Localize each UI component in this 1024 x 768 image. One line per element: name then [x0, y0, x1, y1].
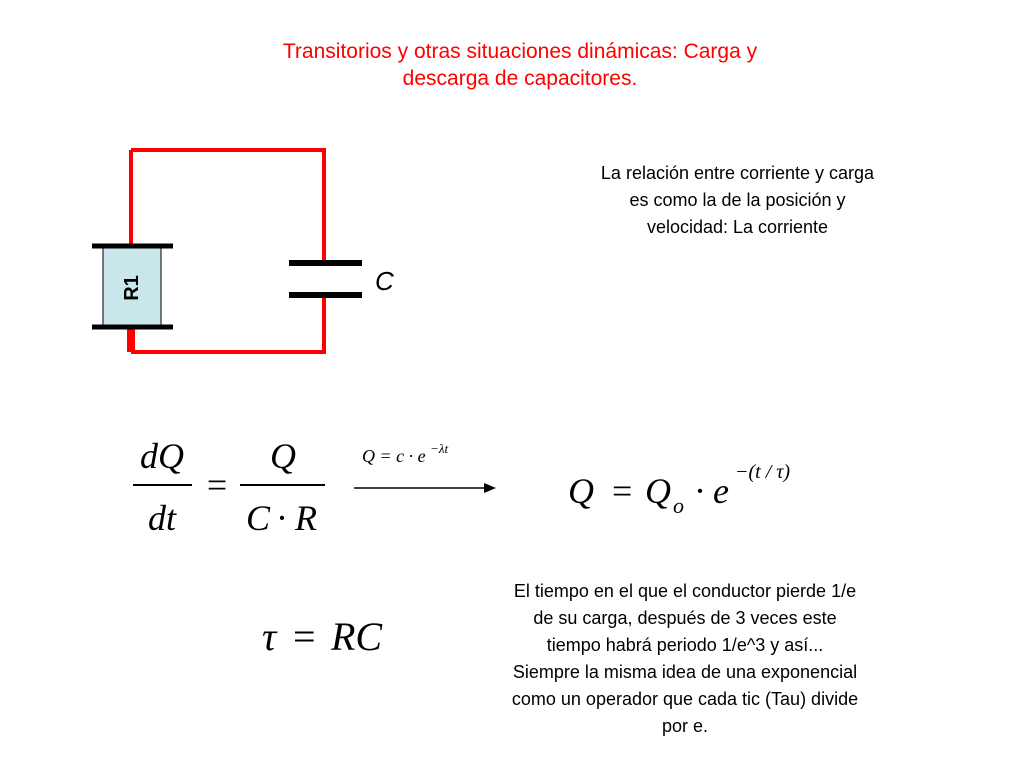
tau-rhs: RC [331, 614, 383, 659]
note-bottom-line-1: El tiempo en el que el conductor pierde 1/e [513, 581, 857, 601]
solution-coefficient: Q [645, 471, 671, 511]
slide-title-line-1: Transitorios y otras situaciones dinámicas: Carga y [282, 40, 758, 63]
ode-rhs-denominator-dot: · [276, 498, 288, 538]
note-bottom-line-4: Siempre la misma idea de una exponencial [512, 662, 858, 682]
ode-rhs-denominator-r: R [295, 498, 317, 538]
solution-base: e [713, 471, 729, 511]
ode-rhs-denominator-c: C [245, 498, 271, 538]
note-top-line-2: es como la de la posición y [629, 190, 846, 210]
ode-rhs-numerator: Q [270, 436, 296, 476]
note-top-line-3: velocidad: La corriente [646, 217, 829, 237]
resistor-label: R1 [121, 275, 143, 301]
note-bottom-line-6: por e. [661, 716, 709, 736]
equation-ode [133, 436, 325, 538]
arrow-head [484, 483, 496, 493]
note-bottom-line-5: como un operador que cada tic (Tau) divide [511, 689, 859, 709]
arrow-formula-exponent: −λt [430, 441, 449, 456]
tau-equals: = [293, 614, 316, 659]
note-bottom-line-3: tiempo habrá periodo 1/e^3 y así... [546, 635, 824, 655]
solution-dot: · [694, 471, 706, 511]
tau-lhs: τ [262, 614, 277, 659]
equation-solution [568, 461, 790, 518]
equation-tau [262, 614, 383, 659]
arrow-formula [362, 441, 449, 466]
ode-lhs-numerator: dQ [140, 436, 184, 476]
slide-title-line-2: descarga de capacitores. [402, 67, 638, 90]
capacitor-c [289, 263, 394, 296]
solution-exponent: −(t / τ) [735, 461, 791, 483]
capacitor-label: C [375, 266, 394, 296]
solution-lhs: Q [568, 471, 594, 511]
solution-equals: = [612, 471, 633, 511]
ode-lhs-denominator: dt [147, 498, 177, 538]
arrow-to-solution [354, 441, 496, 493]
note-bottom-line-2: de su carga, después de 3 veces este [533, 608, 837, 628]
resistor-r1 [92, 246, 173, 328]
note-top-line-1: La relación entre corriente y carga [600, 163, 875, 183]
solution-coefficient-subscript: o [673, 493, 684, 518]
ode-equals: = [206, 465, 228, 505]
arrow-formula-base: Q = c · e [362, 446, 426, 466]
